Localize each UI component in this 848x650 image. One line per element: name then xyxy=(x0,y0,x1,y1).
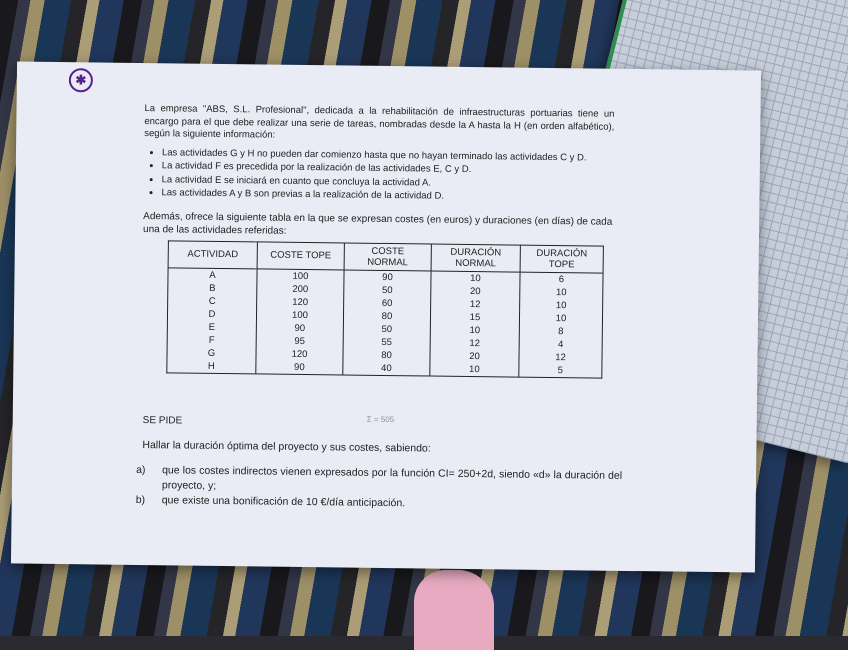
task-statement: Hallar la duración óptima del proyecto y sus costes, sabiendo: xyxy=(142,439,431,455)
table-cell: H xyxy=(167,359,256,374)
table-cell: 120 xyxy=(257,295,344,309)
question-text: que existe una bonificación de 10 €/día anticipación. xyxy=(161,494,406,510)
table-cell: 100 xyxy=(257,268,344,283)
table-cell: 10 xyxy=(430,362,519,377)
table-cell: 40 xyxy=(343,361,430,376)
table-cell: 8 xyxy=(519,324,602,338)
table-cell: 12 xyxy=(431,297,520,311)
table-cell: 5 xyxy=(519,363,602,378)
table-cell: A xyxy=(168,267,257,282)
sheet-content xyxy=(141,103,614,378)
header-duracion-tope: DURACIÓN TOPE xyxy=(520,245,603,273)
table-cell: 80 xyxy=(343,309,430,323)
header-duracion-normal: DURACIÓN NORMAL xyxy=(431,244,520,272)
handwritten-sum: Σ = 505 xyxy=(366,414,395,425)
table-cell: 10 xyxy=(520,298,603,312)
conditions-list xyxy=(143,147,614,206)
table-cell: E xyxy=(167,320,256,334)
table-cell: 95 xyxy=(256,334,343,348)
table-cell: 4 xyxy=(519,337,602,351)
condition-item: • Las actividades A y B son previas a la realización de la actividad D. xyxy=(161,187,613,205)
table-cell: 10 xyxy=(430,323,519,337)
table-cell: C xyxy=(168,294,257,308)
table-cell: 50 xyxy=(344,283,431,297)
table-cell: 50 xyxy=(343,322,430,336)
table-cell: 10 xyxy=(519,311,602,325)
table-cell: F xyxy=(167,333,256,347)
stamp-icon: ✱ xyxy=(69,68,93,92)
table-intro: Además, ofrece la siguiente tabla en la que se expresan costes (en euros) y duraciones (en días) de cada una de las actividades referidas: xyxy=(142,210,613,237)
se-pide-heading: SE PIDE xyxy=(142,415,183,427)
condition-item: • Las actividades G y H no pueden dar comienzo hasta que no hayan terminado las actividades C y D. xyxy=(162,147,614,165)
table-cell: 12 xyxy=(519,350,602,364)
activities-table xyxy=(166,240,604,378)
table-cell: 12 xyxy=(430,336,519,350)
table-cell: 55 xyxy=(343,335,430,349)
table-cell: 10 xyxy=(520,285,603,299)
table-cell: 20 xyxy=(431,284,520,298)
question-label: b) xyxy=(135,493,146,507)
header-coste-tope: COSTE TOPE xyxy=(257,241,344,269)
table-cell: B xyxy=(168,281,257,295)
header-coste-normal: COSTE NORMAL xyxy=(344,242,431,270)
pink-towel xyxy=(414,570,494,650)
table-cell: 60 xyxy=(344,296,431,310)
table-cell: 200 xyxy=(257,282,344,296)
table-cell: 90 xyxy=(344,269,431,284)
table-cell: 120 xyxy=(256,347,343,361)
table-cell: 20 xyxy=(430,349,519,363)
question-text: que los costes indirectos vienen expresados por la función CI= 250+2d, siendo «d» la duración del proyecto, y; xyxy=(161,464,623,492)
table-cell: G xyxy=(167,346,256,360)
table-cell: 90 xyxy=(256,321,343,335)
table-cell: 90 xyxy=(256,360,343,375)
table-cell: 100 xyxy=(256,308,343,322)
table-cell: D xyxy=(167,307,256,321)
question-label: a) xyxy=(136,463,146,477)
table-cell: 15 xyxy=(430,310,519,324)
intro-paragraph: La empresa "ABS, S.L. Profesional", dedicada a la rehabilitación de infraestructuras portuarias tiene un encargo para el que debe realizar una serie de tareas, nombradas desde la A hasta la H (en orden alfabético), según la siguiente información: xyxy=(144,103,615,141)
table-cell: 10 xyxy=(431,271,520,286)
table-cell: 80 xyxy=(343,348,430,362)
condition-item: • La actividad F es precedida por la realización de las actividades E, C y D. xyxy=(162,160,614,178)
table-cell: 6 xyxy=(520,272,603,287)
condition-item: • La actividad E se iniciará en cuanto que concluya la actividad A. xyxy=(162,174,614,192)
header-actividad: ACTIVIDAD xyxy=(168,240,257,268)
exercise-sheet xyxy=(11,61,761,572)
